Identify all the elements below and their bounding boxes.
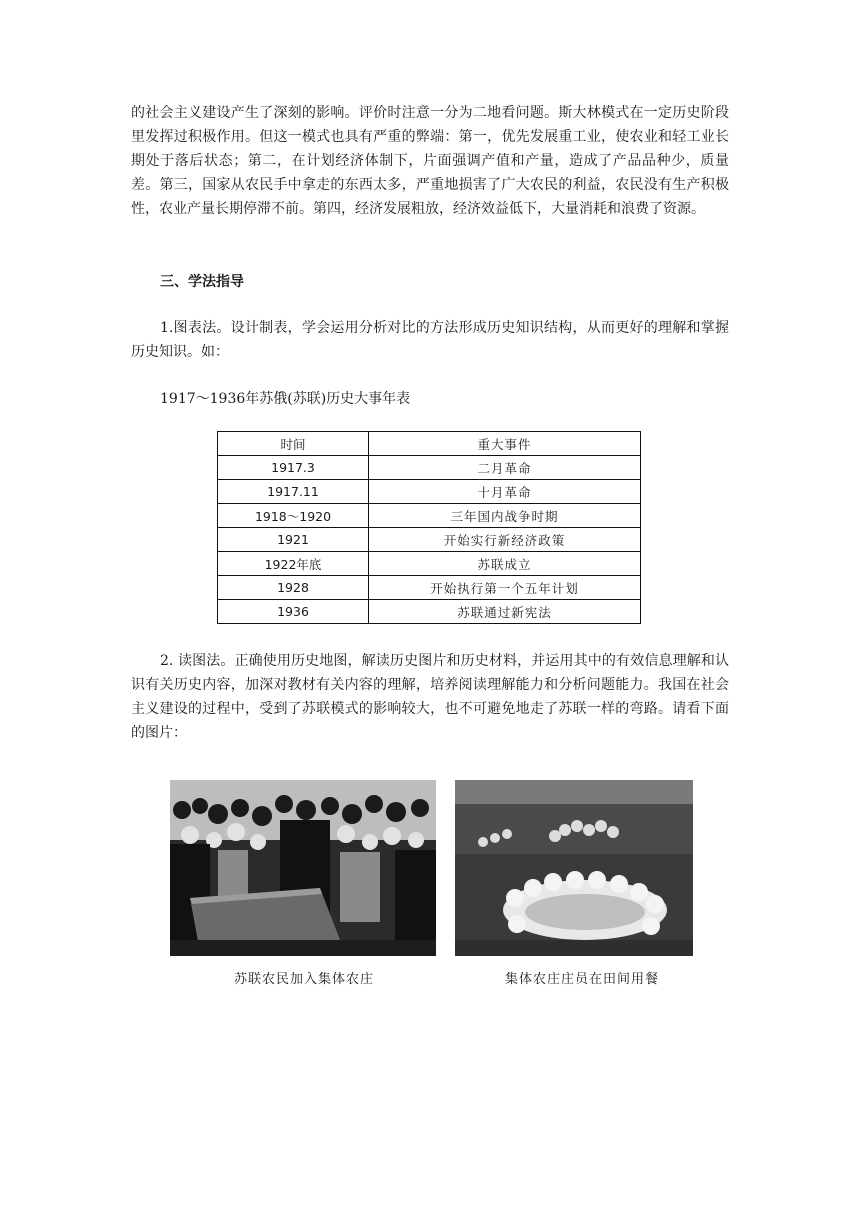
section-heading: 三、学法指导 (160, 274, 244, 290)
table-row (218, 456, 641, 480)
table-row (218, 504, 641, 528)
table-row (218, 600, 641, 624)
table-title: 1917～1936年苏俄(苏联)历史大事年表 (160, 391, 411, 407)
cell-time: 1917.3 (218, 456, 369, 480)
table-header-row (218, 432, 641, 456)
caption-photo-1: 苏联农民加入集体农庄 (234, 972, 375, 987)
history-events-table (217, 431, 641, 624)
cell-time: 1936 (218, 600, 369, 624)
paragraph-map-method: 2. 读图法。正确使用历史地图，解读历史图片和历史材料，并运用其中的有效信息理解和认识有关历史内容，加深对教材有关内容的理解，培养阅读理解能力和分析问题能力。我国在社会主义建设的过程中，受到了苏联模式的影响较大，也不可避免地走了苏联一样的弯路。请看下面的图片： (131, 653, 729, 741)
cell-event: 三年国内战争时期 (369, 504, 641, 528)
cell-event: 苏联通过新宪法 (369, 600, 641, 624)
photo-collective-farmers-eating-in-field (455, 780, 693, 956)
cell-event: 十月革命 (369, 480, 641, 504)
cell-event: 开始实行新经济政策 (369, 528, 641, 552)
header-event: 重大事件 (369, 432, 641, 456)
cell-event: 苏联成立 (369, 552, 641, 576)
table-row (218, 576, 641, 600)
cell-time: 1917.11 (218, 480, 369, 504)
cell-time: 1918～1920 (218, 504, 369, 528)
table-row (218, 480, 641, 504)
table-row (218, 552, 641, 576)
cell-time: 1928 (218, 576, 369, 600)
cell-event: 开始执行第一个五年计划 (369, 576, 641, 600)
photo-peasants-joining-collective-farm (170, 780, 436, 956)
header-time: 时间 (218, 432, 369, 456)
cell-event: 二月革命 (369, 456, 641, 480)
cell-time: 1922年底 (218, 552, 369, 576)
table-row (218, 528, 641, 552)
cell-time: 1921 (218, 528, 369, 552)
paragraph-chart-method: 1.图表法。设计制表，学会运用分析对比的方法形成历史知识结构，从而更好的理解和掌握历史知识。如： (131, 320, 729, 360)
caption-photo-2: 集体农庄庄员在田间用餐 (505, 972, 660, 987)
paragraph-stalin-model: 的社会主义建设产生了深刻的影响。评价时注意一分为二地看问题。斯大林模式在一定历史阶段里发挥过积极作用。但这一模式也具有严重的弊端：第一，优先发展重工业，使农业和轻工业长期处于落后状态；第二，在计划经济体制下，片面强调产值和产量，造成了产品品种少，质量差。第三，国家从农民手中拿走的东西太多，严重地损害了广大农民的利益，农民没有生产积极性，农业产量长期停滞不前。第四，经济发展粗放，经济效益低下，大量消耗和浪费了资源。 (131, 105, 729, 217)
